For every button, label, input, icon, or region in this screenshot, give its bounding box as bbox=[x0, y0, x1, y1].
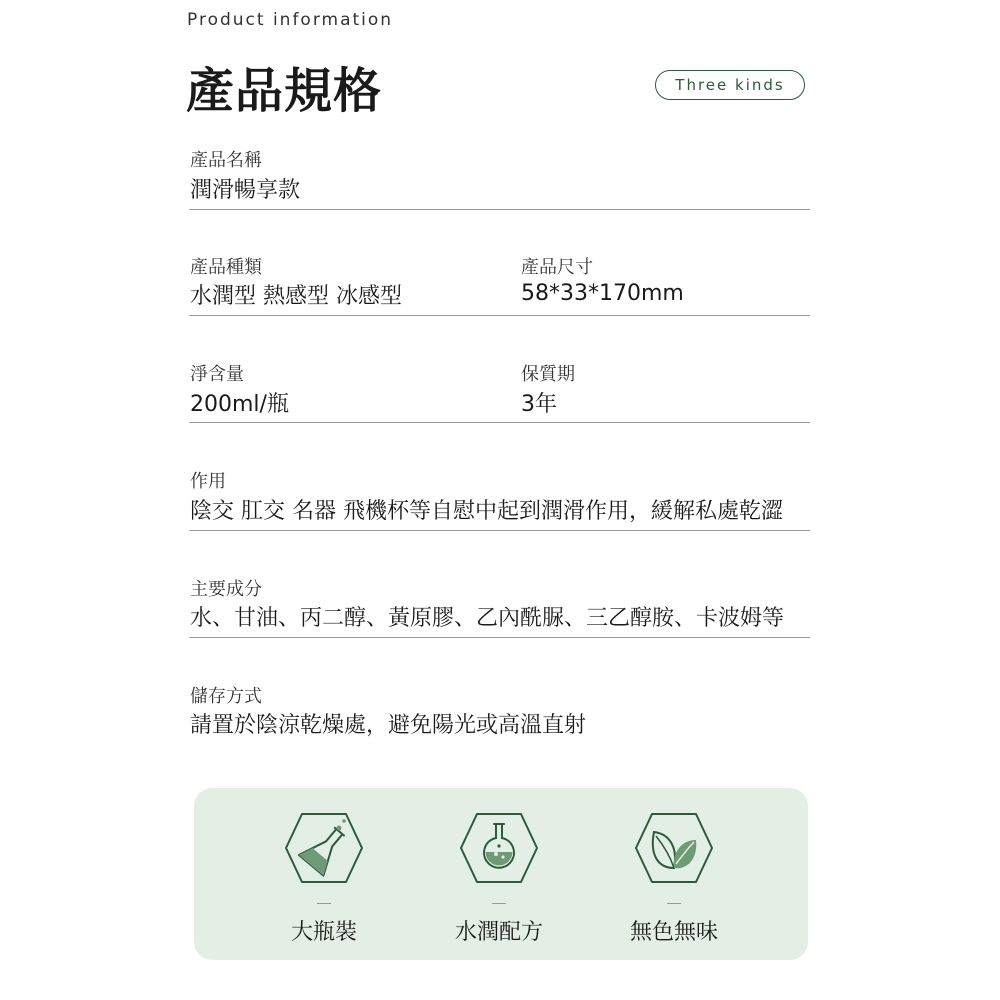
leaf-icon bbox=[634, 808, 714, 888]
divider bbox=[189, 637, 810, 638]
divider bbox=[189, 315, 810, 316]
product-size-label: 產品尺寸 bbox=[521, 257, 593, 278]
shelf-life-value: 3年 bbox=[521, 392, 557, 417]
divider bbox=[189, 530, 810, 531]
feature-label-moisturizing-formula: 水潤配方 bbox=[454, 920, 543, 945]
section-kicker: Product information bbox=[187, 10, 394, 30]
round-flask-icon bbox=[459, 808, 539, 888]
storage-value: 請置於陰涼乾燥處，避免陽光或高溫直射 bbox=[190, 713, 587, 738]
ingredients-value: 水、甘油、丙二醇、黃原膠、乙內酰脲、三乙醇胺、卡波姆等 bbox=[190, 606, 785, 631]
usage-label: 作用 bbox=[190, 471, 226, 492]
product-type-label: 產品種類 bbox=[190, 257, 262, 278]
product-size-value: 58*33*170mm bbox=[521, 281, 684, 306]
shelf-life-label: 保質期 bbox=[521, 364, 575, 385]
feature-label-large-bottle: 大瓶裝 bbox=[290, 920, 357, 945]
net-volume-value: 200ml/瓶 bbox=[190, 392, 289, 417]
divider bbox=[492, 903, 506, 904]
ingredients-label: 主要成分 bbox=[190, 579, 262, 600]
net-volume-label: 淨含量 bbox=[190, 364, 244, 385]
product-type-value: 水潤型 熱感型 冰感型 bbox=[190, 284, 402, 309]
divider bbox=[189, 209, 810, 210]
divider bbox=[317, 903, 331, 904]
feature-label-colorless-odorless: 無色無味 bbox=[629, 920, 718, 945]
divider bbox=[189, 422, 810, 423]
product-name-label: 產品名稱 bbox=[190, 150, 262, 171]
storage-label: 儲存方式 bbox=[190, 686, 262, 707]
variant-count-badge: Three kinds bbox=[655, 70, 805, 100]
divider bbox=[667, 903, 681, 904]
usage-value: 陰交 肛交 名器 飛機杯等自慰中起到潤滑作用，緩解私處乾澀 bbox=[190, 499, 783, 524]
page-title: 產品規格 bbox=[186, 63, 383, 119]
flask-icon bbox=[284, 808, 364, 888]
product-name-value: 潤滑暢享款 bbox=[190, 178, 301, 203]
